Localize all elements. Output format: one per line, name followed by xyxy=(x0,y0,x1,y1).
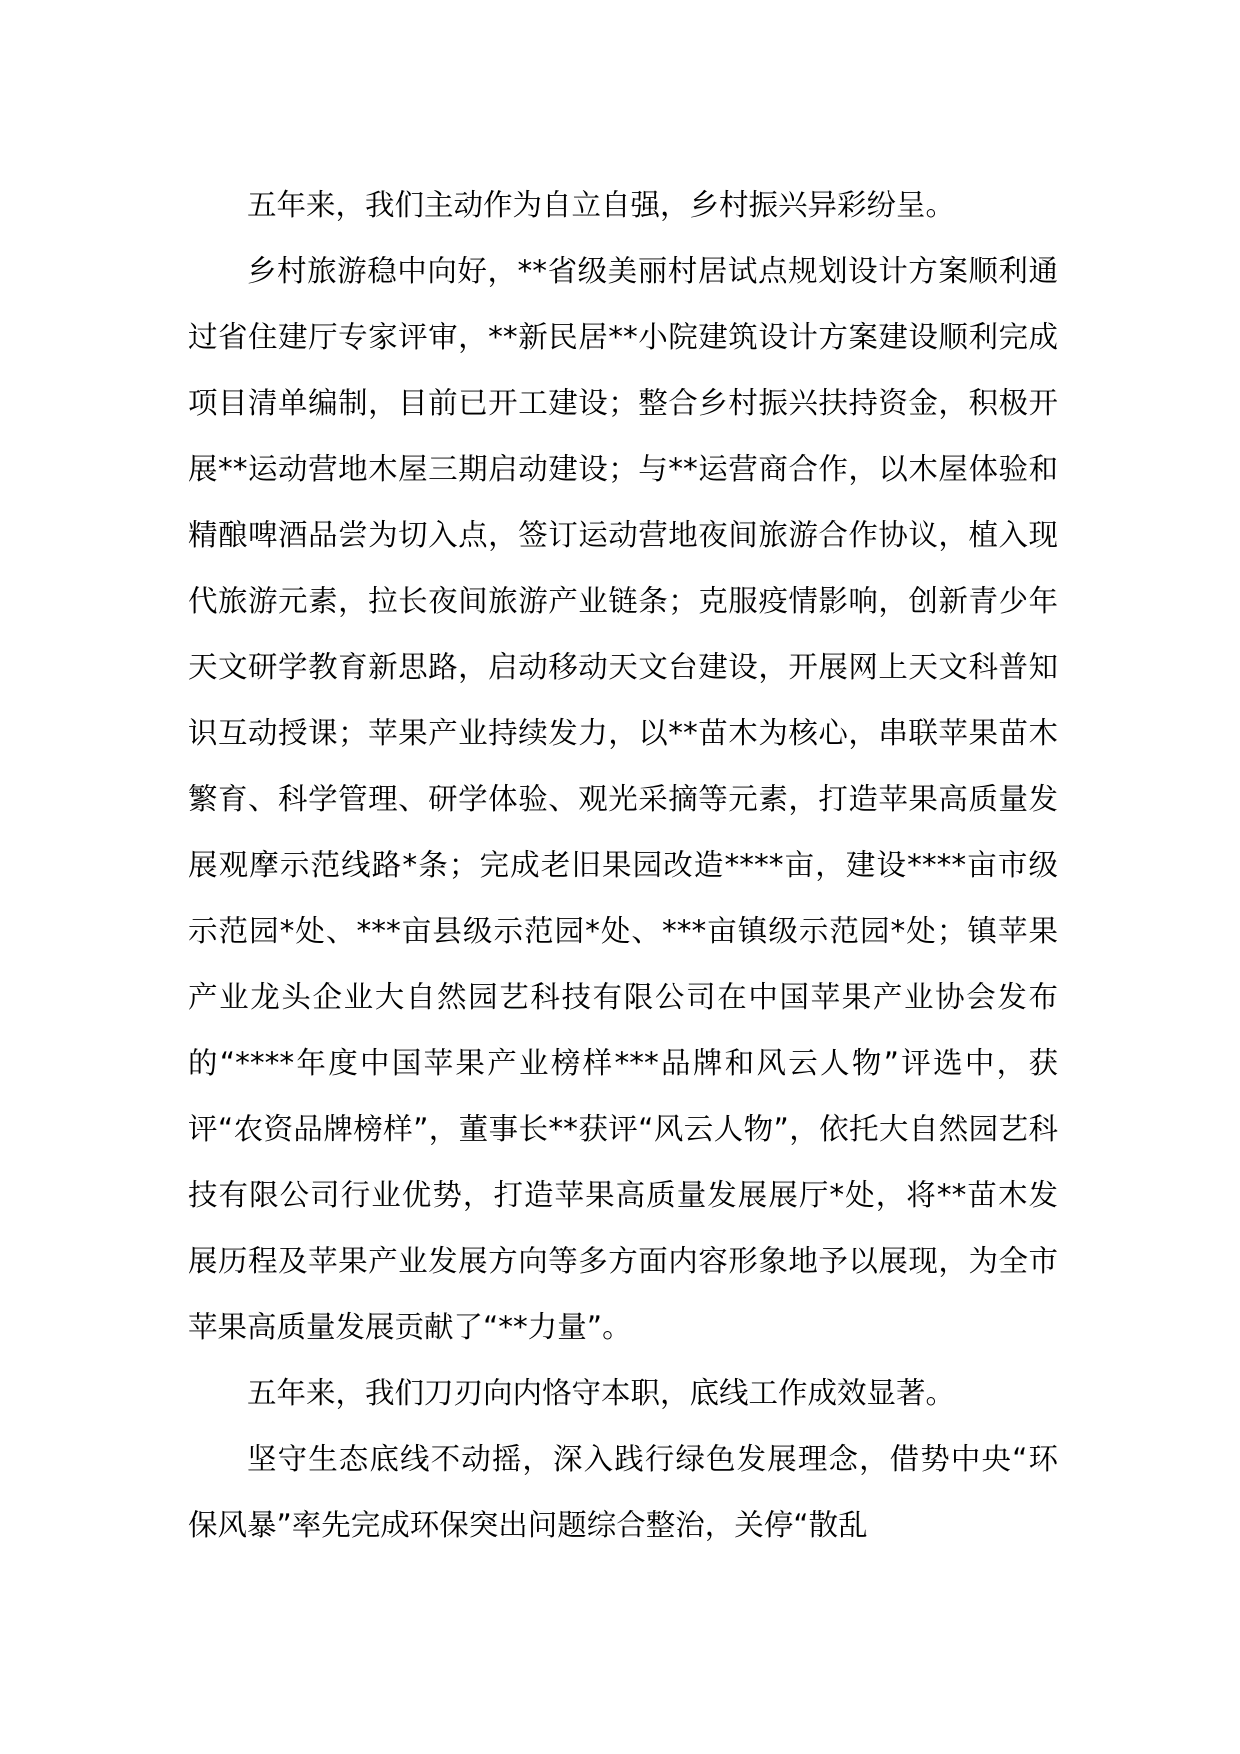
paragraph-ecological-bottom-line: 坚守生态底线不动摇，深入践行绿色发展理念，借势中央“环保风暴”率先完成环保突出问题综合整治，关停“散乱 xyxy=(188,1442,1058,1542)
paragraph-bottom-line-heading: 五年来，我们刀刃向内恪守本职，底线工作成效显著。 xyxy=(247,1376,956,1410)
paragraph-rural-tourism-apple-industry: 乡村旅游稳中向好，**省级美丽村居试点规划设计方案顺利通过省住建厅专家评审，**新民居**小院建筑设计方案建设顺利完成项目清单编制，目前已开工建设；整合乡村振兴扶持资金，积极开展**运动营地木屋三期启动建设；与**运营商合作，以木屋体验和精酿啤酒品尝为切入点，签订运动营地夜间旅游合作协议，植入现代旅游元素，拉长夜间旅游产业链条；克服疫情影响，创新青少年天文研学教育新思路，启动移动天文台建设，开展网上天文科普知识互动授课；苹果产业持续发力，以**苗木为核心，串联苹果苗木繁育、科学管理、研学体验、观光采摘等元素，打造苹果高质量发展观摩示范线路*条；完成老旧果园改造****亩，建设****亩市级示范园*处、***亩县级示范园*处、***亩镇级示范园*处；镇苹果产业龙头企业大自然园艺科技有限公司在中国苹果产业协会发布的“****年度中国苹果产业榜样***品牌和风云人物”评选中，获评“农资品牌榜样”，董事长**获评“风云人物”，依托大自然园艺科技有限公司行业优势，打造苹果高质量发展展厅*处，将**苗木发展历程及苹果产业发展方向等多方面内容形象地予以展现，为全市苹果高质量发展贡献了“**力量”。 xyxy=(188,254,1058,1344)
paragraph-rural-revitalization-heading: 五年来，我们主动作为自立自强，乡村振兴异彩纷呈。 xyxy=(247,188,956,222)
document-body xyxy=(188,172,1058,1558)
